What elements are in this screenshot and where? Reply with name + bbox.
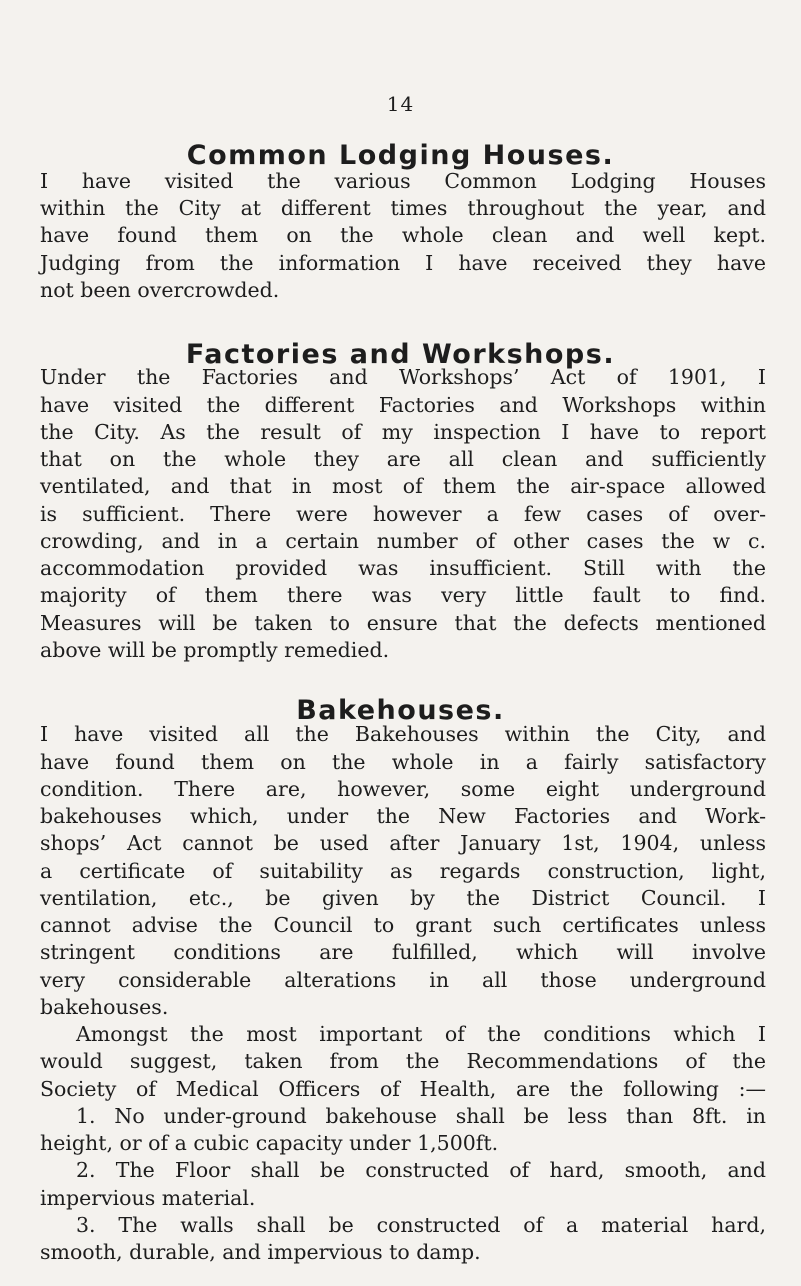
- paragraph-line: ventilated, and that in most of them the air-space allowed: [40, 474, 766, 499]
- paragraph-line: majority of them there was very little fault to find.: [40, 583, 766, 608]
- list-item-line: 1. No under-ground bakehouse shall be less than 8ft. in: [76, 1103, 766, 1128]
- list-item-line: height, or of a cubic capacity under 1,500ft.: [40, 1131, 499, 1156]
- paragraph-line: Amongst the most important of the conditions which I: [76, 1022, 766, 1047]
- paragraph-line: not been overcrowded.: [40, 277, 280, 302]
- paragraph-line: would suggest, taken from the Recommendations of the: [40, 1049, 766, 1074]
- paragraph-line: Judging from the information I have received they have: [40, 250, 766, 275]
- paragraph-line: above will be promptly remedied.: [40, 637, 390, 662]
- paragraph-line: accommodation provided was insufficient. Still with the: [40, 556, 766, 581]
- paragraph-line: condition. There are, however, some eight underground: [40, 776, 766, 801]
- paragraph-line: I have visited the various Common Lodging Houses: [40, 169, 766, 193]
- paragraph-line: cannot advise the Council to grant such certificates unless: [40, 913, 766, 938]
- paragraph-line: I have visited all the Bakehouses within the City, and: [40, 722, 766, 747]
- paragraph-line: that on the whole they are all clean and sufficiently: [40, 447, 766, 472]
- section-heading-factories-workshops: Factories and Workshops.: [185, 338, 616, 370]
- paragraph-line: bakehouses which, under the New Factories and Work-: [40, 804, 766, 829]
- paragraph-line: have found them on the whole in a fairly satisfactory: [40, 749, 766, 774]
- paragraph-line: stringent conditions are fulfilled, which will involve: [40, 940, 766, 965]
- paragraph-line: Society of Medical Officers of Health, are the following :—: [40, 1076, 766, 1101]
- page-number: 14: [386, 92, 415, 116]
- list-item-line: smooth, durable, and impervious to damp.: [40, 1240, 481, 1264]
- paragraph-line: within the City at different times throughout the year, and: [40, 196, 766, 221]
- paragraph-line: crowding, and in a certain number of other cases the w c.: [40, 528, 766, 553]
- paragraph-line: bakehouses.: [40, 994, 169, 1019]
- paragraph-line: is sufficient. There were however a few cases of over-: [40, 501, 766, 526]
- section-heading-bakehouses: Bakehouses.: [296, 695, 505, 727]
- paragraph-line: very considerable alterations in all those underground: [40, 967, 766, 992]
- paragraph-line: Under the Factories and Workshops’ Act of 1901, I: [40, 365, 766, 390]
- paragraph-line: have visited the different Factories and Workshops within: [40, 392, 766, 417]
- paragraph-line: ventilation, etc., be given by the District Council. I: [40, 885, 766, 910]
- paragraph-line: Measures will be taken to ensure that the defects mentioned: [40, 610, 766, 635]
- paragraph-line: the City. As the result of my inspection I have to report: [40, 419, 766, 444]
- paragraph-line: a certificate of suitability as regards construction, light,: [40, 858, 766, 883]
- paragraph-line: shops’ Act cannot be used after January 1st, 1904, unless: [40, 831, 766, 856]
- paragraph-line: have found them on the whole clean and well kept.: [40, 223, 766, 248]
- list-item-line: impervious material.: [40, 1185, 256, 1210]
- list-item-line: 2. The Floor shall be constructed of hard, smooth, and: [76, 1158, 766, 1183]
- list-item-line: 3. The walls shall be constructed of a material hard,: [76, 1212, 766, 1237]
- section-heading-lodging-houses: Common Lodging Houses.: [186, 140, 615, 171]
